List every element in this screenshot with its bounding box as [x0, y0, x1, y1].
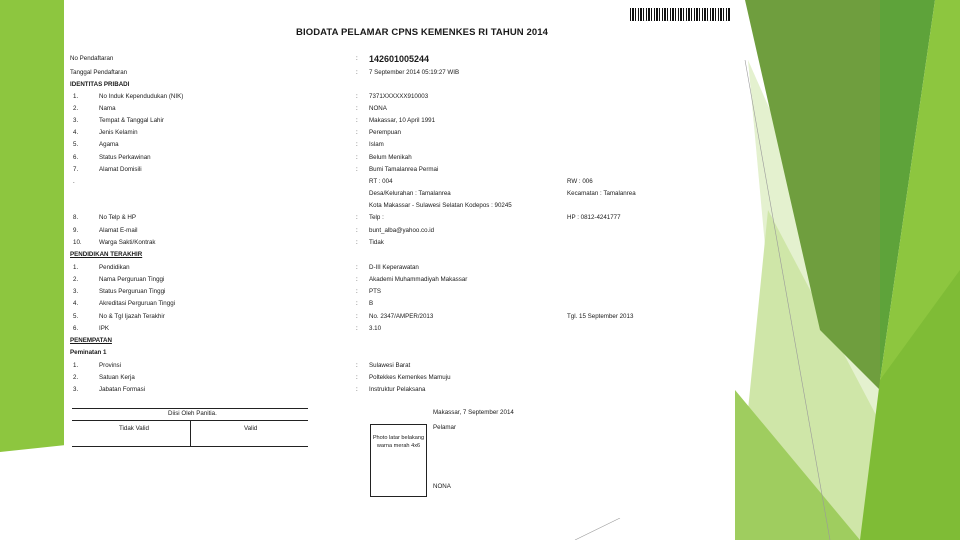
row-value: PTS	[369, 288, 382, 295]
section-placement: PENEMPATAN	[70, 337, 112, 344]
date-value: 7 September 2014 05:19:27 WIB	[369, 69, 460, 76]
place-date: Makassar, 7 September 2014	[433, 409, 514, 416]
valid-label: Valid	[244, 425, 258, 432]
row-no: 2.	[73, 374, 79, 381]
colon: :	[356, 105, 358, 112]
barcode	[630, 8, 730, 21]
colon: :	[356, 362, 358, 369]
colon: :	[356, 325, 358, 332]
row-no: 3.	[73, 117, 79, 124]
not-valid-label: Tidak Valid	[119, 425, 149, 432]
left-green-band	[0, 0, 66, 452]
row-value: D-III Keperawatan	[369, 264, 419, 271]
committee-top-line	[72, 408, 308, 409]
row-no: 2.	[73, 276, 79, 283]
row-value: Makassar, 10 April 1991	[369, 117, 436, 124]
row-label: Tempat & Tanggal Lahir	[99, 117, 164, 124]
thin-diagonal-line-2	[575, 518, 620, 540]
signature-name: NONA	[433, 483, 451, 490]
date-label: Tanggal Pendaftaran	[70, 69, 128, 76]
row-label: No Induk Kependudukan (NIK)	[99, 93, 184, 100]
row-value: 7371XXXXXX910003	[369, 93, 429, 100]
colon: :	[356, 117, 358, 124]
row-label: IPK	[99, 325, 109, 332]
row-no: 5.	[73, 141, 79, 148]
colon: :	[356, 288, 358, 295]
row-no: 3.	[73, 386, 79, 393]
reg-number: 142601005244	[369, 54, 430, 64]
colon: :	[356, 129, 358, 136]
colon: :	[356, 69, 358, 76]
placement-sub: Peminatan 1	[70, 349, 107, 356]
row-no: 6.	[73, 154, 79, 161]
biodata-document	[64, 0, 734, 518]
colon: :	[356, 141, 358, 148]
colon: :	[356, 227, 358, 234]
colon: :	[356, 264, 358, 271]
row-no: 6.	[73, 325, 79, 332]
colon: :	[356, 239, 358, 246]
row-label: No Telp & HP	[99, 214, 137, 221]
row-no: 4.	[73, 300, 79, 307]
row-no: 1.	[73, 264, 79, 271]
address-kota: Kota Makassar - Sulawesi Selatan Kodepos : 90245	[369, 202, 512, 209]
row-no: 4.	[73, 129, 79, 136]
colon: :	[356, 276, 358, 283]
document-title: BIODATA PELAMAR CPNS KEMENKES RI TAHUN 2014	[296, 27, 549, 38]
row-value: Instruktur Pelaksana	[369, 386, 426, 393]
row-label: Status Perkawinan	[99, 154, 151, 161]
row-label: Alamat E-mail	[99, 227, 138, 234]
row-value: Belum Menikah	[369, 154, 412, 161]
hp-value: HP : 0812-4241777	[567, 214, 621, 221]
row-label: Provinsi	[99, 362, 122, 369]
colon: :	[356, 386, 358, 393]
committee-header: Diisi Oleh Panitia.	[168, 410, 217, 417]
colon: :	[356, 55, 358, 62]
colon: :	[356, 154, 358, 161]
address-rw: RW : 006	[567, 178, 593, 185]
row-value: NONA	[369, 105, 387, 112]
row-no: 10.	[73, 239, 82, 246]
row-no: 9.	[73, 227, 79, 234]
photo-box	[370, 424, 427, 497]
row-label: Jenis Kelamin	[99, 129, 138, 136]
row-no: 3.	[73, 288, 79, 295]
row-label: No & Tgl Ijazah Terakhir	[99, 313, 165, 320]
section-identity: IDENTITAS PRIBADI	[70, 81, 130, 88]
row-no: 5.	[73, 313, 79, 320]
row-value: Telp :	[369, 214, 384, 221]
row-label: Nama	[99, 105, 116, 112]
row-value: Bumi Tamalanrea Permai	[369, 166, 439, 173]
colon: :	[356, 300, 358, 307]
row-value: Akademi Muhammadiyah Makassar	[369, 276, 468, 283]
row-label: Akreditasi Perguruan Tinggi	[99, 300, 176, 307]
row-no: 1.	[73, 93, 79, 100]
row-value: Poltekkes Kemenkes Mamuju	[369, 374, 451, 381]
row-value: 3.10	[369, 325, 382, 332]
row-no: 8.	[73, 214, 79, 221]
row-value: B	[369, 300, 374, 307]
row-label: Satuan Kerja	[99, 374, 135, 381]
colon: :	[356, 93, 358, 100]
reg-label: No Pendaftaran	[70, 55, 114, 62]
colon: :	[356, 313, 358, 320]
row-value: Islam	[369, 141, 384, 148]
section-education: PENDIDIKAN TERAKHIR	[70, 251, 143, 258]
photo-instructions: Photo latar belakang warna merah 4x6	[372, 435, 425, 449]
committee-divider	[190, 420, 191, 446]
colon: :	[356, 374, 358, 381]
colon: :	[356, 214, 358, 221]
address-rt: RT : 004	[369, 178, 393, 185]
row-value: Perempuan	[369, 129, 401, 136]
row-value: Tidak	[369, 239, 384, 246]
row-label: Nama Perguruan Tinggi	[99, 276, 165, 283]
row-label: Alamat Domisili	[99, 166, 142, 173]
row-no: 2.	[73, 105, 79, 112]
address-kecamatan: Kecamatan : Tamalanrea	[567, 190, 636, 197]
ijazah-date: Tgl. 15 September 2013	[567, 313, 634, 320]
row-label: Status Perguruan Tinggi	[99, 288, 166, 295]
row-value: No. 2347/AMPER/2013	[369, 313, 434, 320]
row-label: Pendidikan	[99, 264, 130, 271]
address-desa: Desa/Kelurahan : Tamalanrea	[369, 190, 451, 197]
row-label: Agama	[99, 141, 119, 148]
row-bullet: .	[73, 178, 75, 185]
row-no: 7.	[73, 166, 79, 173]
colon: :	[356, 166, 358, 173]
row-value: Sulawesi Barat	[369, 362, 411, 369]
row-label: Jabatan Formasi	[99, 386, 146, 393]
applicant-label: Pelamar	[433, 424, 457, 431]
row-value: bunt_alba@yahoo.co.id	[369, 227, 435, 234]
row-label: Warga Sakti/Kontrak	[99, 239, 156, 246]
committee-bottom-line	[72, 446, 308, 447]
row-no: 1.	[73, 362, 79, 369]
